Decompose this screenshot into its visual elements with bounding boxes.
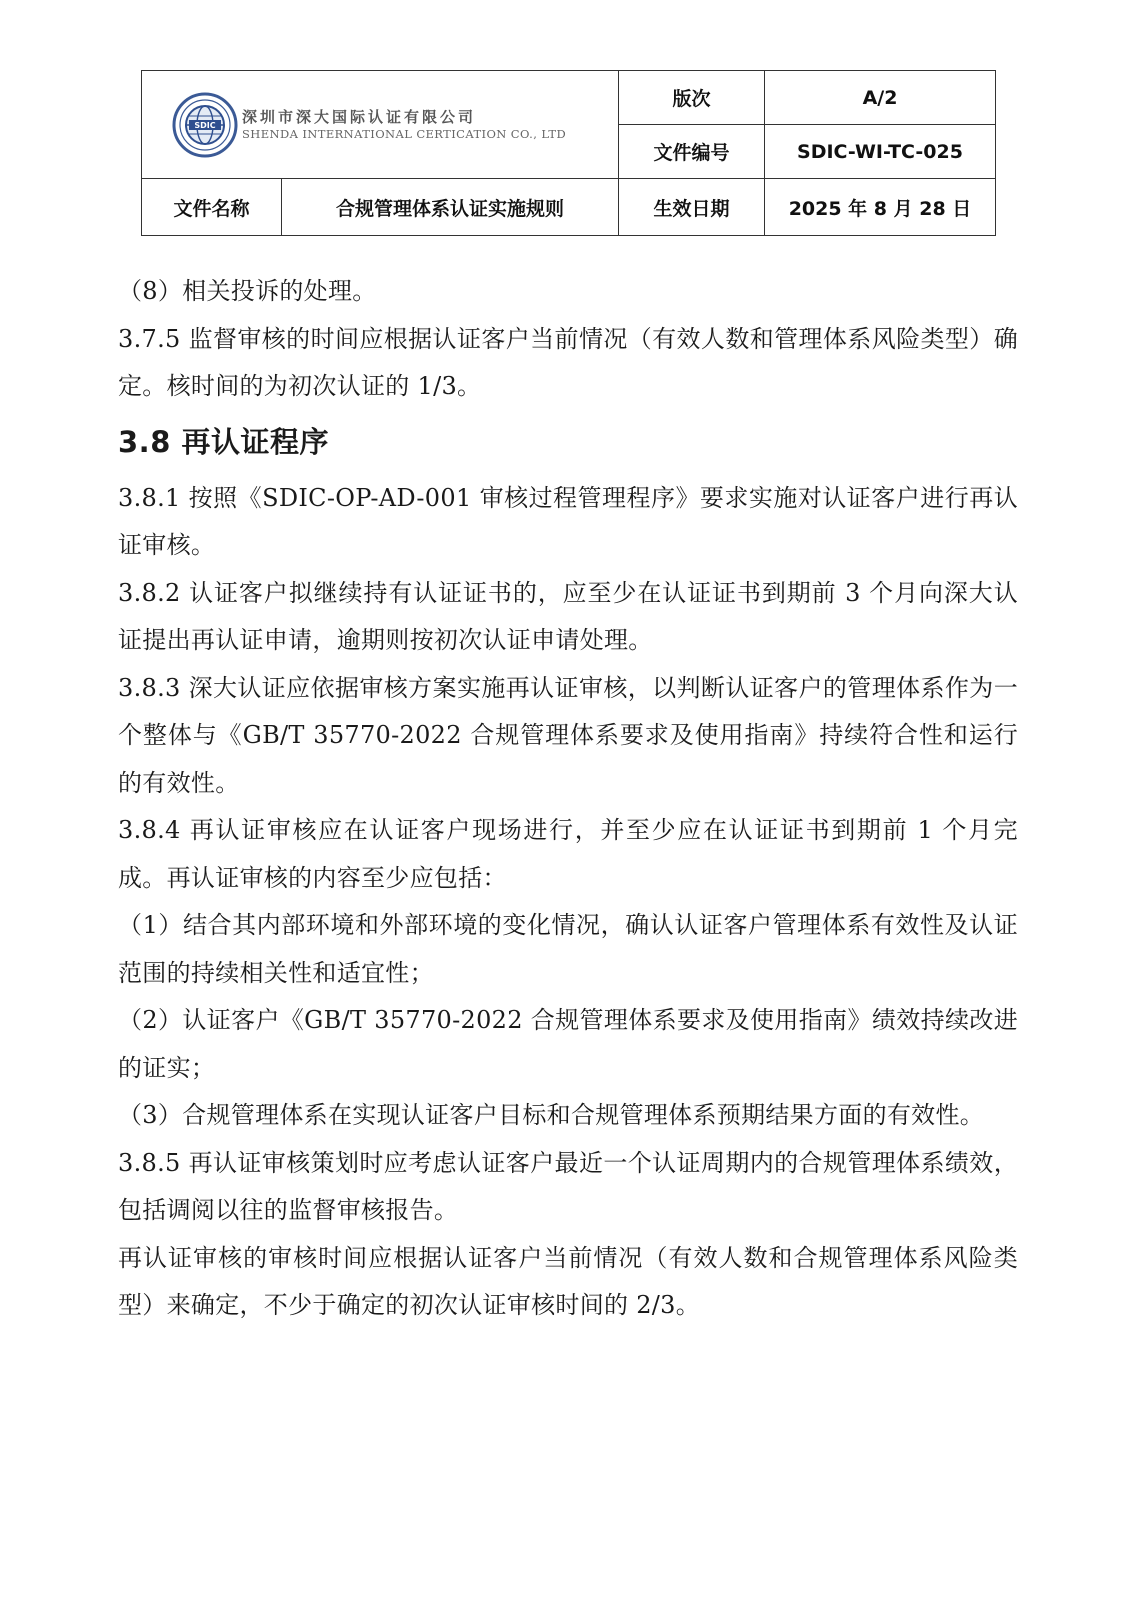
company-name-en: SHENDA INTERNATIONAL CERTICATION CO., LTD (242, 126, 567, 141)
section-heading-3-8: 3.8 再认证程序 (118, 424, 329, 459)
paragraph-3-8-1: 3.8.1 按照《SDIC-OP-AD-001 审核过程管理程序》要求实施对认证客户进行再认证审核。 (118, 483, 1018, 559)
paragraph-3-8-4: 3.8.4 再认证审核应在认证客户现场进行，并至少应在认证证书到期前 1 个月完成。再认证审核的内容至少应包括： (118, 816, 1018, 892)
paragraph-3-8-5: 3.8.5 再认证审核策划时应考虑认证客户最近一个认证周期内的合规管理体系绩效，包括调阅以往的监督审核报告。 (118, 1148, 1018, 1224)
svg-text:SDIC: SDIC (194, 120, 216, 130)
effective-date-value: 2025 年 8 月 28 日 (765, 179, 996, 236)
company-logo-icon (172, 92, 238, 158)
doc-name-label: 文件名称 (142, 179, 282, 236)
paragraph-recert-time: 再认证审核的审核时间应根据认证客户当前情况（有效人数和合规管理体系风险类型）来确定，不少于确定的初次认证审核时间的 2/3。 (118, 1243, 1018, 1319)
list-item-3: （3）合规管理体系在实现认证客户目标和合规管理体系预期结果方面的有效性。 (118, 1101, 985, 1129)
version-label: 版次 (619, 71, 765, 125)
doc-number-label: 文件编号 (619, 125, 765, 179)
document-header-table (141, 70, 996, 236)
paragraph-3-8-3: 3.8.3 深大认证应依据审核方案实施再认证审核，以判断认证客户的管理体系作为一个整体与《GB/T 35770-2022 合规管理体系要求及使用指南》持续符合性和运行的有效性。 (118, 673, 1018, 797)
paragraph-3-8-2: 3.8.2 认证客户拟继续持有认证证书的，应至少在认证证书到期前 3 个月向深大认证提出再认证申请，逾期则按初次认证申请处理。 (118, 578, 1018, 654)
company-logo-cell (142, 71, 619, 179)
paragraph-3-7-5: 3.7.5 监督审核的时间应根据认证客户当前情况（有效人数和管理体系风险类型）确定。核时间的为初次认证的 1/3。 (118, 324, 1018, 400)
paragraph-complaint-handling: （8）相关投诉的处理。 (118, 277, 377, 305)
doc-number-value: SDIC-WI-TC-025 (765, 125, 996, 179)
version-value: A/2 (765, 71, 996, 125)
company-name-cn: 深圳市深大国际认证有限公司 (242, 107, 477, 126)
list-item-2: （2）认证客户《GB/T 35770-2022 合规管理体系要求及使用指南》绩效持续改进的证实； (118, 1006, 1018, 1082)
effective-date-label: 生效日期 (619, 179, 765, 236)
document-body (118, 268, 1018, 1330)
doc-name-value: 合规管理体系认证实施规则 (282, 179, 619, 236)
list-item-1: （1）结合其内部环境和外部环境的变化情况，确认认证客户管理体系有效性及认证范围的持续相关性和适宜性； (118, 911, 1018, 987)
